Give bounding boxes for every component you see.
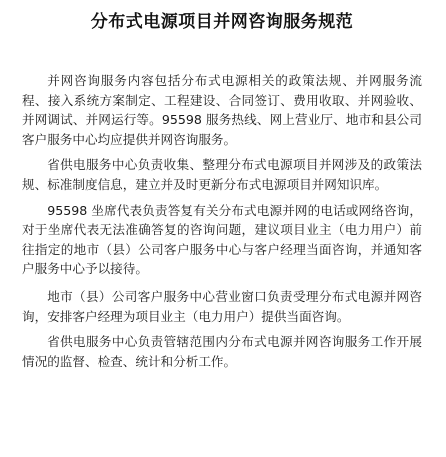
paragraph-95598-hotline: 95598 坐席代表负责答复有关分布式电源并网的电话或网络咨询，对于坐席代表无法准确答复的咨询问题，建议项目业主（电力用户）前往指定的地市（县）公司客户服务中心与客户经理当面咨询，并通知客户服务中心予以接待。 [22,202,422,277]
document-title: 分布式电源项目并网咨询服务规范 [90,12,354,32]
paragraph-consulting-scope: 并网咨询服务内容包括分布式电源相关的政策法规、并网服务流程、接入系统方案制定、工程建设、合同签订、费用收取、并网验收、并网调试、并网运行等。95598 服务热线、网上营业厅、地市和县公司客户服务中心均应提供并网咨询服务。 [22,73,422,147]
document-body [22,71,422,371]
paragraph-supervision: 省供电服务中心负责管辖范围内分布式电源并网咨询服务工作开展情况的监督、检查、统计和分析工作。 [22,334,422,369]
paragraph-knowledge-base: 省供电服务中心负责收集、整理分布式电源项目并网涉及的政策法规、标准制度信息，建立并及时更新分布式电源项目并网知识库。 [22,157,422,192]
paragraph-service-window: 地市（县）公司客户服务中心营业窗口负责受理分布式电源并网咨询，安排客户经理为项目业主（电力用户）提供当面咨询。 [22,288,422,324]
